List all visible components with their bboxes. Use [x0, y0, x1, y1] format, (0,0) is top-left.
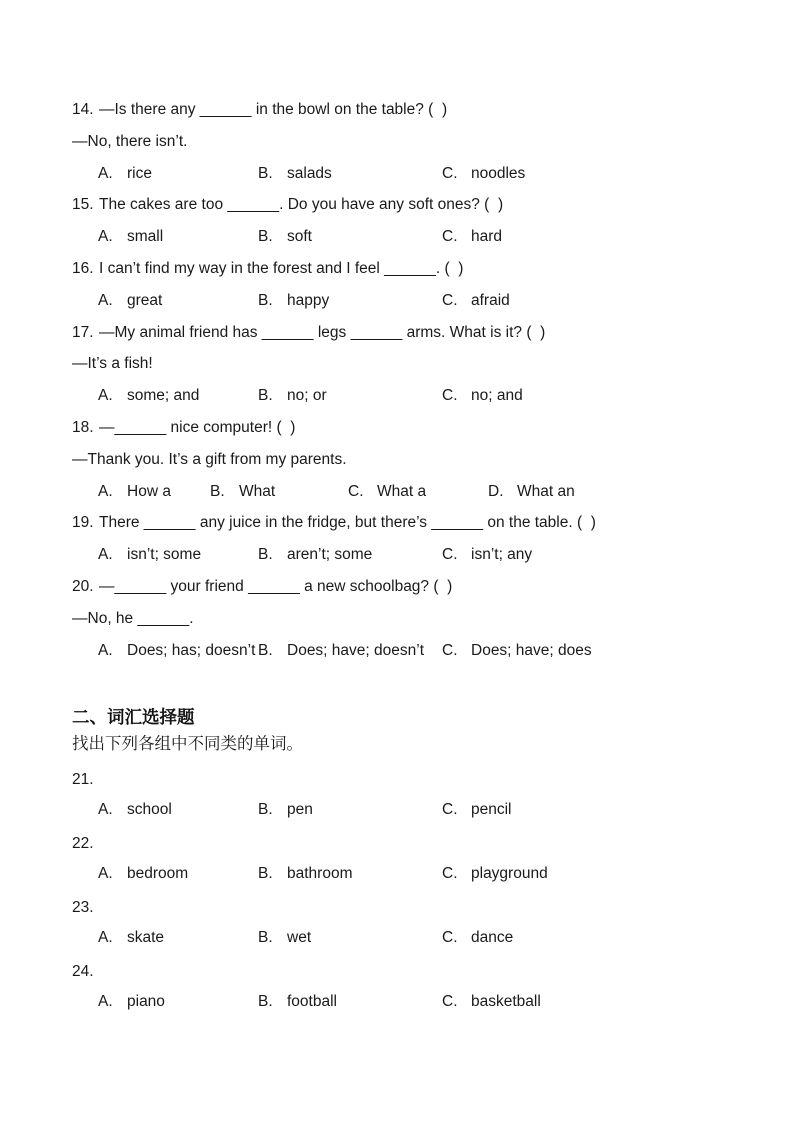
option-text: aren’t; some: [287, 546, 373, 564]
option-label: A.: [98, 291, 113, 309]
question-15-option-c: [442, 227, 502, 246]
option-text: What: [239, 482, 276, 500]
question-14-option-b: [258, 164, 332, 183]
question-14-text: —Is there any ______ in the bowl on the table? ( ): [99, 101, 448, 118]
option-label: A.: [98, 865, 113, 882]
question-23-option-b: [258, 928, 311, 947]
question-14-option-a: [98, 164, 152, 183]
option-label: B.: [258, 801, 273, 818]
option-text: hard: [471, 228, 503, 246]
option-text: Does; has; doesn’t: [127, 641, 256, 659]
question-18-option-b: [210, 482, 275, 501]
option-text: no; and: [471, 387, 523, 405]
option-text: school: [127, 801, 172, 818]
question-21-option-a: [98, 800, 172, 819]
option-label: C.: [442, 546, 458, 564]
question-16-option-a: [98, 291, 162, 310]
question-16-option-c: [442, 291, 510, 310]
option-text: Does; have; does: [471, 641, 592, 659]
question-14-option-c: [442, 164, 525, 183]
option-text: pen: [287, 801, 313, 818]
question-22-number: 22.: [72, 835, 94, 852]
option-text: soft: [287, 228, 312, 246]
question-17-option-b: [258, 386, 327, 405]
option-label: A.: [98, 929, 113, 946]
option-text: bedroom: [127, 865, 189, 882]
option-label: C.: [442, 801, 458, 818]
option-label: A.: [98, 641, 113, 659]
option-label: B.: [258, 865, 273, 882]
option-text: playground: [471, 865, 548, 882]
question-24-number: 24.: [72, 963, 94, 980]
option-text: small: [127, 228, 164, 246]
question-24-option-c: [442, 992, 541, 1011]
question-18-text: —______ nice computer! ( ): [99, 419, 296, 436]
question-21-option-b: [258, 800, 313, 819]
question-24-option-b: [258, 992, 337, 1011]
option-text: What a: [377, 482, 427, 500]
option-text: afraid: [471, 291, 510, 309]
option-text: dance: [471, 929, 514, 946]
option-text: isn’t; any: [471, 546, 533, 564]
option-label: C.: [348, 482, 364, 500]
question-24-option-a: [98, 992, 165, 1011]
section-vocabulary-instruction: 找出下列各组中不同类的单词。: [72, 734, 303, 753]
option-text: piano: [127, 993, 165, 1010]
question-19-text: There ______ any juice in the fridge, but there’s ______ on the table. ( ): [99, 514, 596, 532]
option-label: A.: [98, 482, 113, 500]
question-22-option-c: [442, 864, 548, 883]
question-23-number: 23.: [72, 899, 94, 916]
option-text: basketball: [471, 993, 541, 1010]
option-label: B.: [258, 929, 273, 946]
question-15-text: The cakes are too ______. Do you have any soft ones? ( ): [99, 196, 504, 214]
question-17-number: 17.: [72, 323, 94, 341]
question-21-option-c: [442, 800, 512, 819]
question-21-number: 21.: [72, 771, 94, 788]
option-label: A.: [98, 228, 113, 246]
option-label: B.: [258, 164, 273, 182]
option-text: How a: [127, 482, 171, 500]
option-label: A.: [98, 546, 113, 564]
option-label: C.: [442, 993, 458, 1010]
option-label: B.: [258, 993, 273, 1010]
question-20-option-c: [442, 641, 592, 660]
option-label: C.: [442, 387, 458, 405]
question-18-option-d: [488, 482, 575, 501]
question-23-option-a: [98, 928, 164, 947]
question-18-number: 18.: [72, 419, 94, 436]
option-text: happy: [287, 291, 330, 309]
option-text: bathroom: [287, 865, 353, 882]
question-20-text-continued: —No, he ______.: [72, 609, 194, 627]
section-vocabulary-heading: 二、词汇选择题: [72, 707, 195, 727]
option-label: B.: [258, 228, 273, 246]
option-text: great: [127, 291, 163, 309]
question-16-number: 16.: [72, 260, 94, 277]
question-19-number: 19.: [72, 514, 94, 532]
option-text: some; and: [127, 387, 200, 405]
option-text: no; or: [287, 387, 327, 405]
option-label: C.: [442, 164, 458, 182]
question-18-option-c: [348, 482, 426, 501]
question-22-option-a: [98, 864, 188, 883]
option-label: B.: [258, 387, 273, 405]
option-label: B.: [210, 482, 225, 500]
option-label: C.: [442, 929, 458, 946]
option-text: isn’t; some: [127, 546, 202, 564]
question-20-option-b: [258, 641, 424, 660]
option-text: skate: [127, 929, 165, 946]
question-23-option-c: [442, 928, 513, 947]
question-16-text: I can’t find my way in the forest and I feel ______. ( ): [99, 260, 464, 277]
question-20-option-a: [98, 641, 255, 660]
question-19-option-c: [442, 545, 532, 564]
question-17-option-a: [98, 386, 199, 405]
option-label: A.: [98, 801, 113, 818]
option-label: C.: [442, 641, 458, 659]
question-16-option-b: [258, 291, 329, 310]
question-20-text: —______ your friend ______ a new schoolbag? ( ): [99, 578, 453, 595]
question-19-option-b: [258, 545, 372, 564]
option-label: C.: [442, 228, 458, 246]
question-22-option-b: [258, 864, 352, 883]
option-label: A.: [98, 387, 113, 405]
question-14-number: 14.: [72, 101, 94, 118]
option-label: B.: [258, 641, 273, 659]
question-17-text: —My animal friend has ______ legs ______ arms. What is it? ( ): [99, 323, 546, 341]
option-label: C.: [442, 865, 458, 882]
option-text: noodles: [471, 164, 526, 182]
question-18-option-a: [98, 482, 171, 501]
option-text: Does; have; doesn’t: [287, 641, 425, 659]
option-text: What an: [517, 482, 575, 500]
option-text: pencil: [471, 801, 512, 818]
question-15-option-a: [98, 227, 163, 246]
question-14-text-continued: —No, there isn’t.: [72, 132, 188, 150]
option-label: D.: [488, 482, 504, 500]
option-text: rice: [127, 164, 152, 182]
option-label: B.: [258, 291, 273, 309]
option-label: C.: [442, 291, 458, 309]
question-20-number: 20.: [72, 578, 94, 595]
option-text: wet: [287, 929, 312, 946]
question-15-number: 15.: [72, 196, 94, 214]
question-17-option-c: [442, 386, 523, 405]
question-17-text-continued: —It’s a fish!: [72, 355, 153, 373]
option-label: A.: [98, 993, 113, 1010]
option-text: salads: [287, 164, 332, 182]
option-label: A.: [98, 164, 113, 182]
option-label: B.: [258, 546, 273, 564]
option-text: football: [287, 993, 337, 1010]
question-15-option-b: [258, 227, 312, 246]
question-18-text-continued: —Thank you. It’s a gift from my parents.: [72, 450, 347, 468]
question-19-option-a: [98, 545, 201, 564]
